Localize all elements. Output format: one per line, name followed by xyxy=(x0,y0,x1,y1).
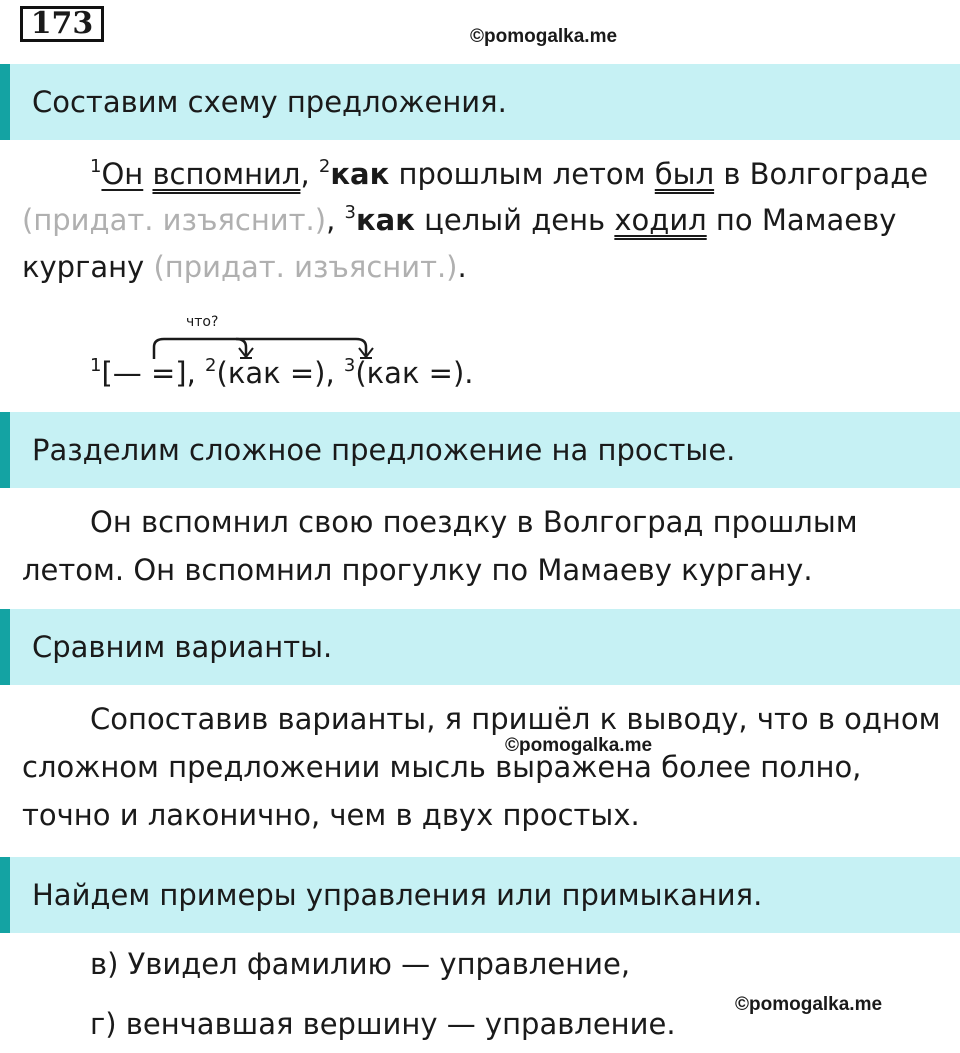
subject-word: Он xyxy=(101,157,144,191)
sentence-line-2: (придат. изъяснит.), $^3$как целый день ходил по Мамаеву xyxy=(22,202,897,237)
sentence-line-1: $^1$Он вспомнил, $^2$как прошлым летом был в Волгограде xyxy=(90,156,929,191)
predicate-word: ходил xyxy=(614,203,707,237)
example-v: в) Увидел фамилию — управление, xyxy=(90,947,631,981)
watermark: ©pomogalka.me xyxy=(735,994,883,1015)
section-header-scheme xyxy=(0,64,960,140)
sentence-scheme: $^1$[— =], $^2$(как =), $^3$(как =). xyxy=(90,355,474,390)
watermark: ©pomogalka.me xyxy=(505,735,653,756)
conjunction-word: как xyxy=(330,157,390,191)
compare-line-2: сложном предложении мысль выражена более полно, xyxy=(22,750,862,784)
predicate-word: вспомнил xyxy=(152,157,301,191)
sentence-line-3: кургану (придат. изъяснит.). xyxy=(22,250,467,284)
section-header-examples xyxy=(0,857,960,933)
conjunction-word: как xyxy=(355,203,415,237)
example-g: г) венчавшая вершину — управление. xyxy=(90,1007,676,1041)
section-title: Составим схему предложения. xyxy=(32,85,507,119)
section-title: Сравним варианты. xyxy=(32,630,333,664)
clause-note: (придат. изъяснит.) xyxy=(22,203,327,237)
predicate-word: был xyxy=(654,157,715,191)
section-title: Разделим сложное предложение на простые. xyxy=(32,433,736,467)
task-number: 173 xyxy=(20,6,104,42)
clause-note: (придат. изъяснит.) xyxy=(153,250,458,284)
question-label: что? xyxy=(186,314,219,330)
section-header-split xyxy=(0,412,960,488)
simple-line-1: Он вспомнил свою поездку в Волгоград прошлым xyxy=(90,505,858,539)
compare-line-3: точно и лаконично, чем в двух простых. xyxy=(22,798,640,832)
simple-line-2: летом. Он вспомнил прогулку по Мамаеву кургану. xyxy=(22,553,813,587)
watermark: ©pomogalka.me xyxy=(470,26,618,47)
compare-line-1: Сопоставив варианты, я пришёл к выводу, что в одном xyxy=(90,702,941,736)
section-header-compare xyxy=(0,609,960,685)
section-title: Найдем примеры управления или примыкания. xyxy=(32,878,763,912)
